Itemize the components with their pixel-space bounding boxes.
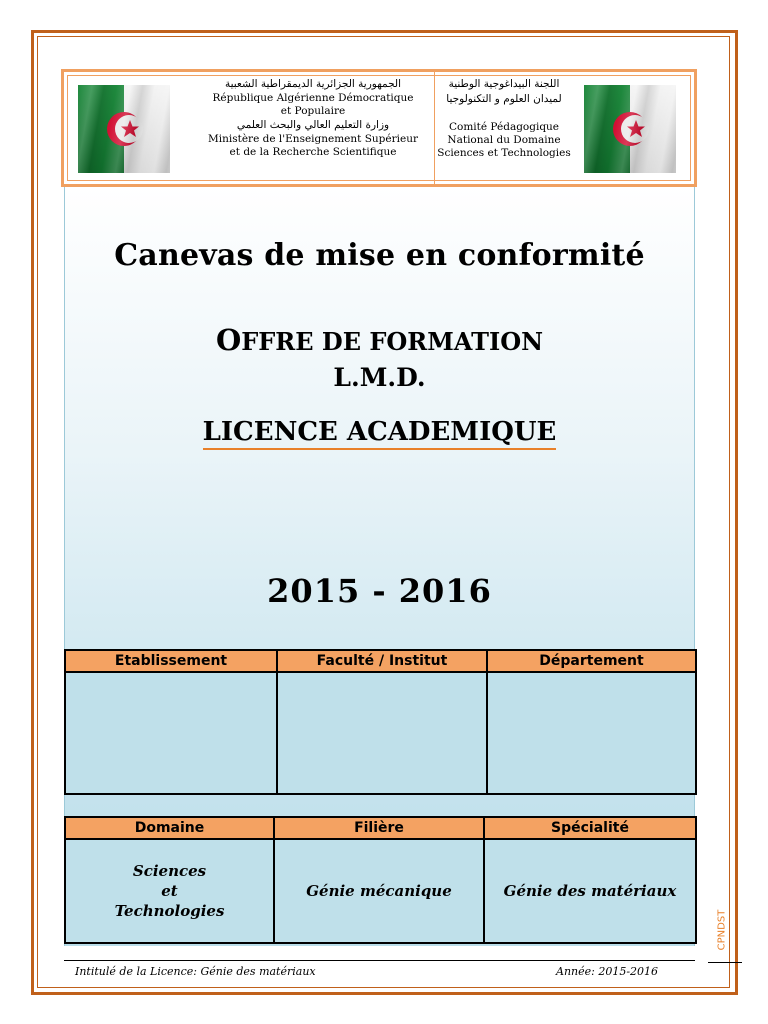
algeria-flag-icon (584, 85, 676, 173)
footer-year: Année: 2015-2016 (556, 965, 659, 978)
licence-title: LICENCE ACADEMIQUE (64, 417, 695, 447)
cell-domaine: Sciences et Technologies (65, 839, 274, 943)
header-arabic-republic: الجمهورية الجزائرية الديمقراطية الشعبية (224, 78, 402, 90)
footer-divider (64, 960, 695, 961)
side-label: CPNDST (716, 909, 728, 951)
header-committee-line3: Sciences et Technologies (437, 147, 571, 159)
header-republic-line2: et Populaire (280, 105, 346, 117)
header-committee-line2: National du Domaine (447, 134, 561, 146)
cell-faculte (277, 672, 487, 794)
header-faculte: Faculté / Institut (277, 650, 487, 672)
side-label-rule (708, 962, 742, 963)
offre-title: OFFRE DE FORMATION (215, 323, 544, 357)
cell-filiere: Génie mécanique (274, 839, 484, 943)
header-ministry-block (198, 77, 428, 159)
header-etablissement: Etablissement (65, 650, 277, 672)
algeria-flag-icon (78, 85, 170, 173)
header-ministry-line2: et de la Recherche Scientifique (229, 146, 397, 158)
footer-licence-title: Intitulé de la Licence: Génie des matériaux (75, 965, 316, 978)
header-committee-block (431, 77, 577, 160)
cell-departement (487, 672, 696, 794)
header-departement: Département (487, 650, 696, 672)
cell-specialite: Génie des matériaux (484, 839, 696, 943)
institution-table (64, 649, 697, 795)
document-title: Canevas de mise en conformité (114, 238, 645, 273)
lmd-title: L.M.D. (333, 363, 426, 392)
header-filiere: Filière (274, 817, 484, 839)
program-table (64, 816, 697, 944)
header-arabic-domain: لميدان العلوم و التكنولوجيا (446, 93, 562, 105)
cell-etablissement (65, 672, 277, 794)
header-republic-line1: République Algérienne Démocratique (212, 92, 414, 104)
header-specialite: Spécialité (484, 817, 696, 839)
header-arabic-committee: اللجنة البيداغوجية الوطنية (448, 78, 560, 90)
academic-year: 2015 - 2016 (267, 572, 492, 610)
header-committee-line1: Comité Pédagogique (448, 121, 560, 133)
header-ministry-line1: Ministère de l'Enseignement Supérieur (208, 133, 418, 145)
header-domaine: Domaine (65, 817, 274, 839)
header-arabic-ministry: وزارة التعليم العالي والبحث العلمي (236, 119, 390, 131)
